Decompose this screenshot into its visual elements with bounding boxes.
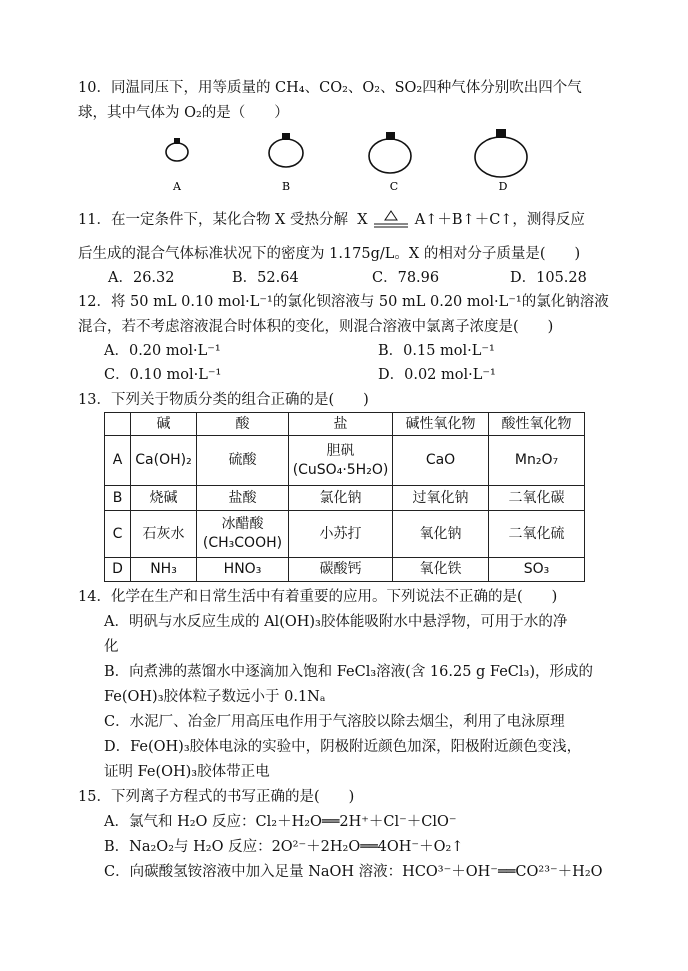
table-cell: 氯化钠	[289, 486, 393, 511]
q11-option-a: A．26.32	[108, 270, 175, 286]
table-cell: CaO	[393, 436, 489, 486]
table-cell: HNO₃	[197, 558, 289, 582]
table-cell: 硫酸	[197, 436, 289, 486]
q10-line1: 10．同温同压下，用等质量的 CH₄、CO₂、O₂、SO₂四种气体分别吹出四个气	[78, 80, 582, 96]
table-header-cell: 碱	[131, 413, 197, 436]
table-cell: Mn₂O₇	[489, 436, 585, 486]
table-cell: SO₃	[489, 558, 585, 582]
q12-option-c: C．0.10 mol·L⁻¹	[104, 367, 222, 383]
q15-option-c: C．向碳酸氢铵溶液中加入足量 NaOH 溶液：HCO³⁻＋OH⁻══CO²³⁻＋H₂O	[104, 864, 603, 880]
q14-option-b-line1: B．向煮沸的蒸馏水中逐滴加入饱和 FeCl₃溶液(含 16.25 g FeCl₃)，形成的	[104, 664, 593, 680]
table-cell: 胆矾 (CuSO₄·5H₂O)	[289, 436, 393, 486]
q12-line1: 12．将 50 mL 0.10 mol·L⁻¹的氯化钡溶液与 50 mL 0.20 mol·L⁻¹的氯化钠溶液	[78, 294, 609, 310]
balloon-d-label: D	[498, 180, 508, 193]
balloon-b-label: B	[281, 180, 291, 193]
table-header-cell: 盐	[289, 413, 393, 436]
table-cell: 过氧化钠	[393, 486, 489, 511]
q11-option-b: B．52.64	[232, 270, 299, 286]
q14-option-a-line1: A．明矾与水反应生成的 Al(OH)₃胶体能吸附水中悬浮物，可用于水的净	[104, 614, 568, 630]
table-cell: 盐酸	[197, 486, 289, 511]
table-cell: 碳酸钙	[289, 558, 393, 582]
table-cell: 小苏打	[289, 511, 393, 558]
balloon-c	[369, 132, 411, 173]
heat-arrow-icon	[372, 210, 410, 230]
table-cell: 氧化铁	[393, 558, 489, 582]
balloon-d	[475, 129, 527, 177]
table-header-cell: 酸	[197, 413, 289, 436]
table-cell: 二氧化硫	[489, 511, 585, 558]
balloon-b	[269, 133, 303, 167]
balloon-c-label: C	[389, 180, 399, 193]
q11-option-d: D．105.28	[510, 270, 587, 286]
balloon-a-label: A	[173, 180, 181, 193]
table-cell: Ca(OH)₂	[131, 436, 197, 486]
q11-products: A↑＋B↑＋C↑，测得反应	[414, 212, 585, 228]
q15-line1: 15．下列离子方程式的书写正确的是( )	[78, 789, 355, 805]
q15-option-a: A．氯气和 H₂O 反应：Cl₂＋H₂O══2H⁺＋Cl⁻＋ClO⁻	[104, 814, 457, 830]
table-cell: C	[105, 511, 131, 558]
table-header-cell	[105, 413, 131, 436]
table-cell: 石灰水	[131, 511, 197, 558]
classification-table	[104, 412, 585, 582]
q14-option-d-line2: 证明 Fe(OH)₃胶体带正电	[104, 764, 270, 780]
q11-line1	[78, 210, 585, 230]
q14-line1: 14．化学在生产和日常生活中有着重要的应用。下列说法不正确的是( )	[78, 589, 558, 605]
table-header-cell: 碱性氧化物	[393, 413, 489, 436]
q11-line2: 后生成的混合气体标准状况下的密度为 1.175g/L。X 的相对分子质量是( )	[78, 246, 581, 262]
q15-option-b: B．Na₂O₂与 H₂O 反应：2O²⁻＋2H₂O══4OH⁻＋O₂↑	[104, 839, 464, 855]
table-cell: 氧化钠	[393, 511, 489, 558]
table-header-row	[105, 413, 585, 436]
q12-option-d: D．0.02 mol·L⁻¹	[378, 367, 496, 383]
q11-x: X	[357, 212, 368, 228]
table-cell: 烧碱	[131, 486, 197, 511]
table-row	[105, 486, 585, 511]
table-header-cell: 酸性氧化物	[489, 413, 585, 436]
q10-line2: 球，其中气体为 O₂的是（ ）	[78, 105, 289, 121]
q11-option-c: C．78.96	[372, 270, 440, 286]
table-row	[105, 558, 585, 582]
q13-line1: 13．下列关于物质分类的组合正确的是( )	[78, 392, 369, 408]
table-cell: B	[105, 486, 131, 511]
table-cell: 二氧化碳	[489, 486, 585, 511]
q12-option-b: B．0.15 mol·L⁻¹	[378, 343, 495, 359]
balloon-a	[166, 138, 188, 161]
balloons-figure	[150, 128, 550, 196]
table-cell: A	[105, 436, 131, 486]
q12-line2: 混合，若不考虑溶液混合时体积的变化，则混合溶液中氯离子浓度是( )	[78, 319, 554, 335]
q11-stem: 11．在一定条件下，某化合物 X 受热分解	[78, 212, 348, 228]
q14-option-d-line1: D．Fe(OH)₃胶体电泳的实验中，阴极附近颜色加深，阳极附近颜色变浅，	[104, 739, 582, 755]
q14-option-c: C．水泥厂、冶金厂用高压电作用于气溶胶以除去烟尘，利用了电泳原理	[104, 714, 565, 730]
table-cell: NH₃	[131, 558, 197, 582]
q14-option-a-line2: 化	[104, 639, 119, 655]
q12-option-a: A．0.20 mol·L⁻¹	[104, 343, 221, 359]
table-row	[105, 436, 585, 486]
table-cell: 冰醋酸 (CH₃COOH)	[197, 511, 289, 558]
table-cell: D	[105, 558, 131, 582]
q14-option-b-line2: Fe(OH)₃胶体粒子数远小于 0.1Nₐ	[104, 689, 326, 705]
table-row	[105, 511, 585, 558]
